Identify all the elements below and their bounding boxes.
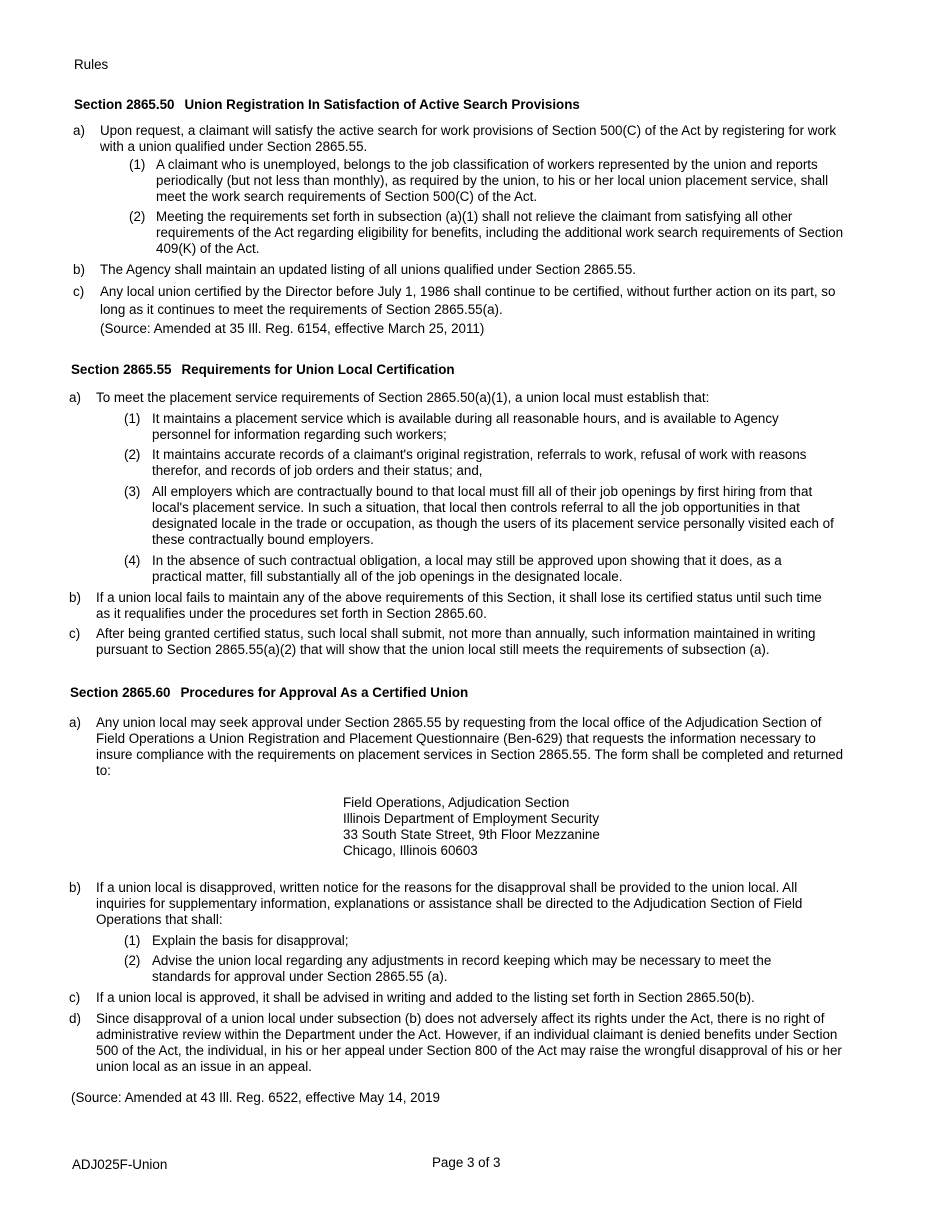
item-text: To meet the placement service requirements of Section 2865.50(a)(1), a union local must establish that: bbox=[96, 390, 710, 405]
item-label: a) bbox=[69, 715, 81, 730]
address-line: Chicago, Illinois 60603 bbox=[343, 843, 478, 858]
item-label: (3) bbox=[124, 484, 141, 499]
address-line: 33 South State Street, 9th Floor Mezzanine bbox=[343, 827, 600, 842]
item-label: (1) bbox=[124, 933, 141, 948]
item-label: b) bbox=[69, 590, 81, 605]
section-number: Section 2865.55 bbox=[71, 362, 172, 377]
item-text: It maintains a placement service which is available during all reasonable hours, and is available to Agency personnel for information regarding such workers; bbox=[152, 411, 779, 442]
document-id: ADJ025F-Union bbox=[72, 1157, 168, 1172]
section-2865-50-heading bbox=[74, 97, 580, 113]
item-label: (4) bbox=[124, 553, 141, 568]
section-title: Requirements for Union Local Certification bbox=[181, 362, 455, 377]
section-2865-55-heading bbox=[71, 362, 455, 378]
item-label: a) bbox=[69, 390, 81, 405]
item-label: (1) bbox=[129, 157, 146, 172]
section-number: Section 2865.60 bbox=[70, 685, 171, 700]
item-label: c) bbox=[69, 990, 81, 1005]
item-text: If a union local fails to maintain any of the above requirements of this Section, it shall lose its certified status until such time as it requalifies under the procedures set forth in Section 2865.60. bbox=[96, 590, 822, 621]
item-label: (1) bbox=[124, 411, 141, 426]
item-text: A claimant who is unemployed, belongs to the job classification of workers represented by the union and reports periodically (but not less than monthly), as required by the union, to his or her local union placement service, shall meet the work search requirements of Section 500(C) of the Act. bbox=[156, 157, 829, 204]
item-text: Since disapproval of a union local under subsection (b) does not adversely affect its rights under the Act, there is no right of administrative review within the Department under the Act. However, if an individual claimant is denied benefits under Section 500 of the Act, the individual, in his or her appeal under Section 800 of the Act may raise the wrongful disapproval of his or her union local as an issue in an appeal. bbox=[96, 1011, 842, 1074]
section-number: Section 2865.50 bbox=[74, 97, 175, 112]
item-text: Any local union certified by the Director before July 1, 1986 shall continue to be certified, without further action on its part, so long as it continues to meet the requirements of Section 2865.55(a). bbox=[100, 284, 836, 317]
item-label: a) bbox=[73, 123, 85, 138]
section-title: Procedures for Approval As a Certified Union bbox=[180, 685, 469, 700]
item-text: If a union local is disapproved, written notice for the reasons for the disapproval shall be provided to the union local. All inquiries for supplementary information, explanations or assistance shall be directed to the Adjudication Section of Field Operations that shall: bbox=[96, 880, 803, 927]
mailing-address bbox=[343, 795, 600, 859]
address-line: Field Operations, Adjudication Section bbox=[343, 795, 570, 810]
item-text: Advise the union local regarding any adjustments in record keeping which may be necessary to meet the standards for approval under Section 2865.55 (a). bbox=[152, 953, 772, 984]
section-title: Union Registration In Satisfaction of Active Search Provisions bbox=[184, 97, 580, 112]
item-label: c) bbox=[69, 626, 81, 641]
section-2865-60-heading bbox=[70, 685, 468, 701]
item-label: (2) bbox=[124, 953, 141, 968]
address-line: Illinois Department of Employment Security bbox=[343, 811, 600, 826]
source-note: (Source: Amended at 43 Ill. Reg. 6522, effective May 14, 2019 bbox=[71, 1090, 440, 1105]
item-label: b) bbox=[69, 880, 81, 895]
item-label: b) bbox=[73, 262, 85, 277]
source-note: (Source: Amended at 35 Ill. Reg. 6154, effective March 25, 2011) bbox=[100, 321, 485, 336]
item-text: After being granted certified status, such local shall submit, not more than annually, such information maintained in writing pursuant to Section 2865.55(a)(2) that will show that the union local still meets the requirements of subsection (a). bbox=[96, 626, 816, 657]
item-text: It maintains accurate records of a claimant's original registration, referrals to work, refusal of work with reasons therefor, and records of job orders and their status; and, bbox=[152, 447, 807, 478]
page-header: Rules bbox=[74, 57, 109, 72]
item-text: Explain the basis for disapproval; bbox=[152, 933, 349, 948]
item-text: All employers which are contractually bound to that local must fill all of their job openings by first hiring from that local's placement service. In such a situation, that local then controls referral to all the job opportunities in that designated locale in the trade or occupation, as though the users of its placement service personally visited each of these contractually bound employers. bbox=[152, 484, 834, 547]
item-text: Meeting the requirements set forth in subsection (a)(1) shall not relieve the claimant from satisfying all other requirements of the Act regarding eligibility for benefits, including the additional work search requirements of Section 409(K) of the Act. bbox=[156, 209, 844, 256]
item-text: Any union local may seek approval under Section 2865.55 by requesting from the local office of the Adjudication Section of Field Operations a Union Registration and Placement Questionnaire (Ben-629) that requests the information necessary to insure compliance with the requirements on placement services in Section 2865.55. The form shall be completed and returned to: bbox=[96, 715, 844, 778]
item-text: Upon request, a claimant will satisfy the active search for work provisions of Section 500(C) of the Act by registering for work with a union qualified under Section 2865.55. bbox=[100, 123, 837, 154]
item-label: d) bbox=[69, 1011, 81, 1026]
item-label: c) bbox=[73, 284, 85, 299]
item-text: If a union local is approved, it shall be advised in writing and added to the listing set forth in Section 2865.50(b). bbox=[96, 990, 755, 1005]
item-label: (2) bbox=[124, 447, 141, 462]
item-label: (2) bbox=[129, 209, 146, 224]
item-text: In the absence of such contractual obligation, a local may still be approved upon showing that it does, as a practical matter, fill substantially all of the job openings in the designated locale. bbox=[152, 553, 782, 584]
page-number: Page 3 of 3 bbox=[432, 1155, 501, 1170]
item-text: The Agency shall maintain an updated listing of all unions qualified under Section 2865.55. bbox=[100, 262, 636, 277]
